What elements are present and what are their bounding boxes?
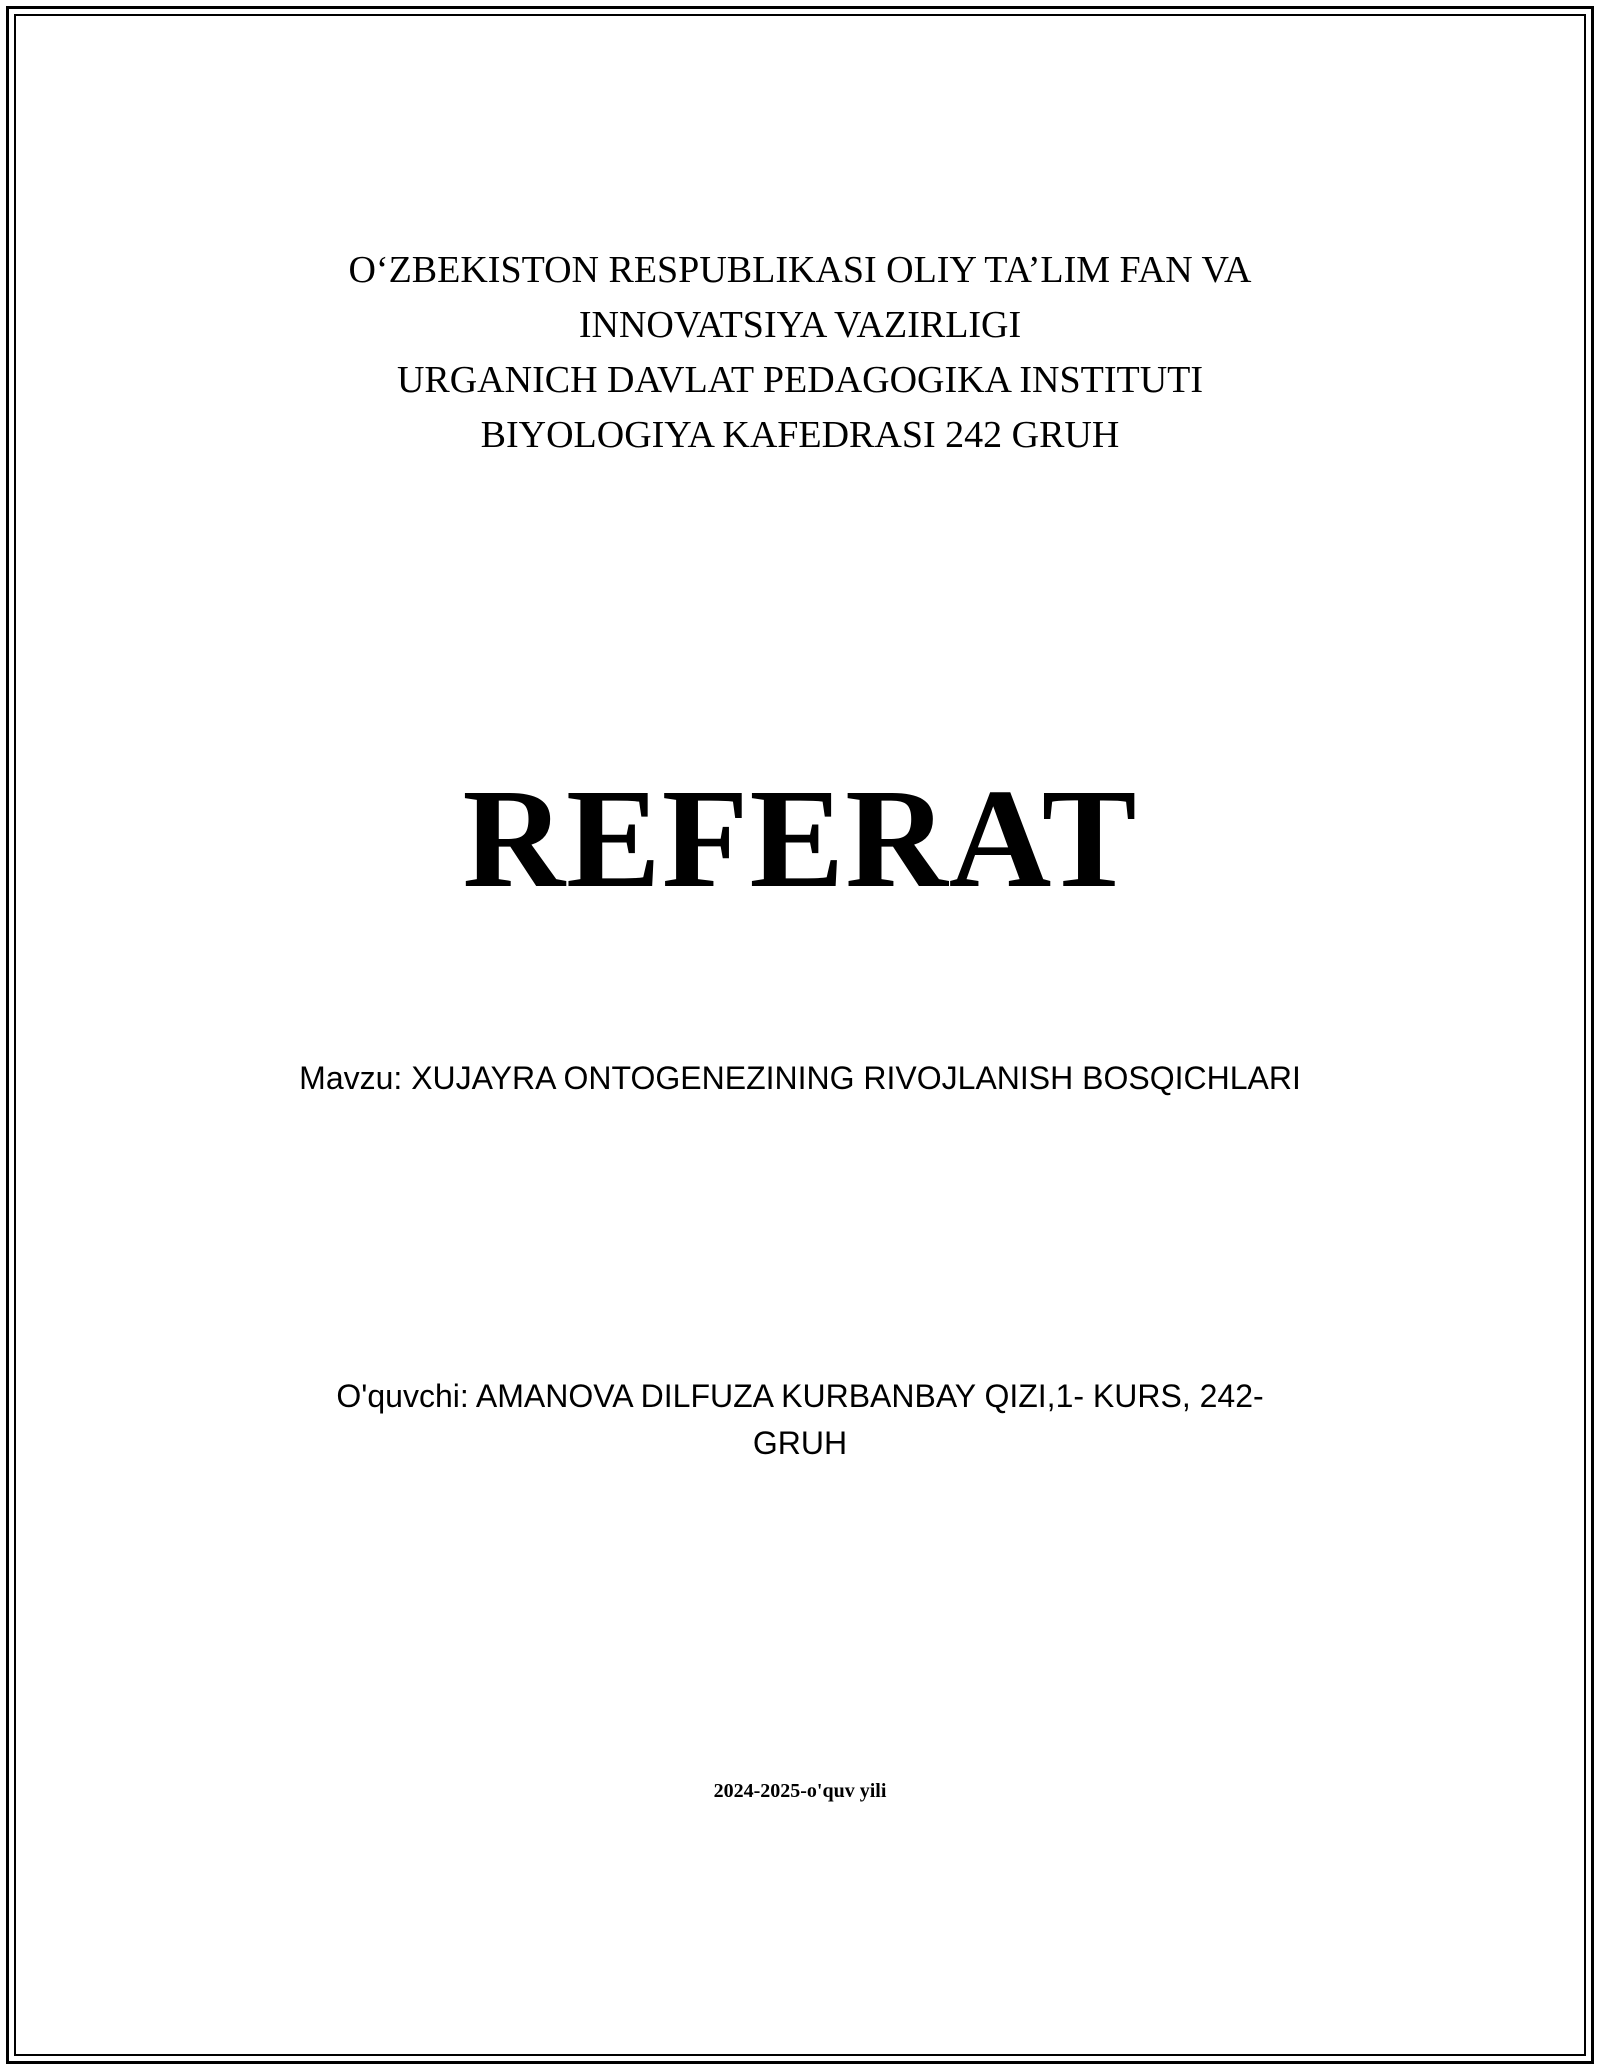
student-line-2: GRUH <box>752 1425 848 1461</box>
institution-header <box>0 243 1600 463</box>
header-line-department: BIYOLOGIYA KAFEDRASI 242 GRUH <box>480 414 1120 456</box>
student-info <box>0 1373 1600 1467</box>
student-line-1: O'quvchi: AMANOVA DILFUZA KURBANBAY QIZI,1- KURS, 242- <box>336 1378 1264 1414</box>
header-line-institute: URGANICH DAVLAT PEDAGOGIKA INSTITUTI <box>396 359 1204 401</box>
document-title: REFERAT <box>462 759 1138 917</box>
academic-year: 2024-2025-o'quv yili <box>713 1780 887 1802</box>
header-line-ministry-2: INNOVATSIYA VAZIRLIGI <box>578 304 1022 346</box>
header-line-ministry-1: O‘ZBEKISTON RESPUBLIKASI OLIY TA’LIM FAN VA <box>348 249 1252 291</box>
topic-line: Mavzu: XUJAYRA ONTOGENEZINING RIVOJLANISH BOSQICHLARI <box>299 1060 1301 1096</box>
